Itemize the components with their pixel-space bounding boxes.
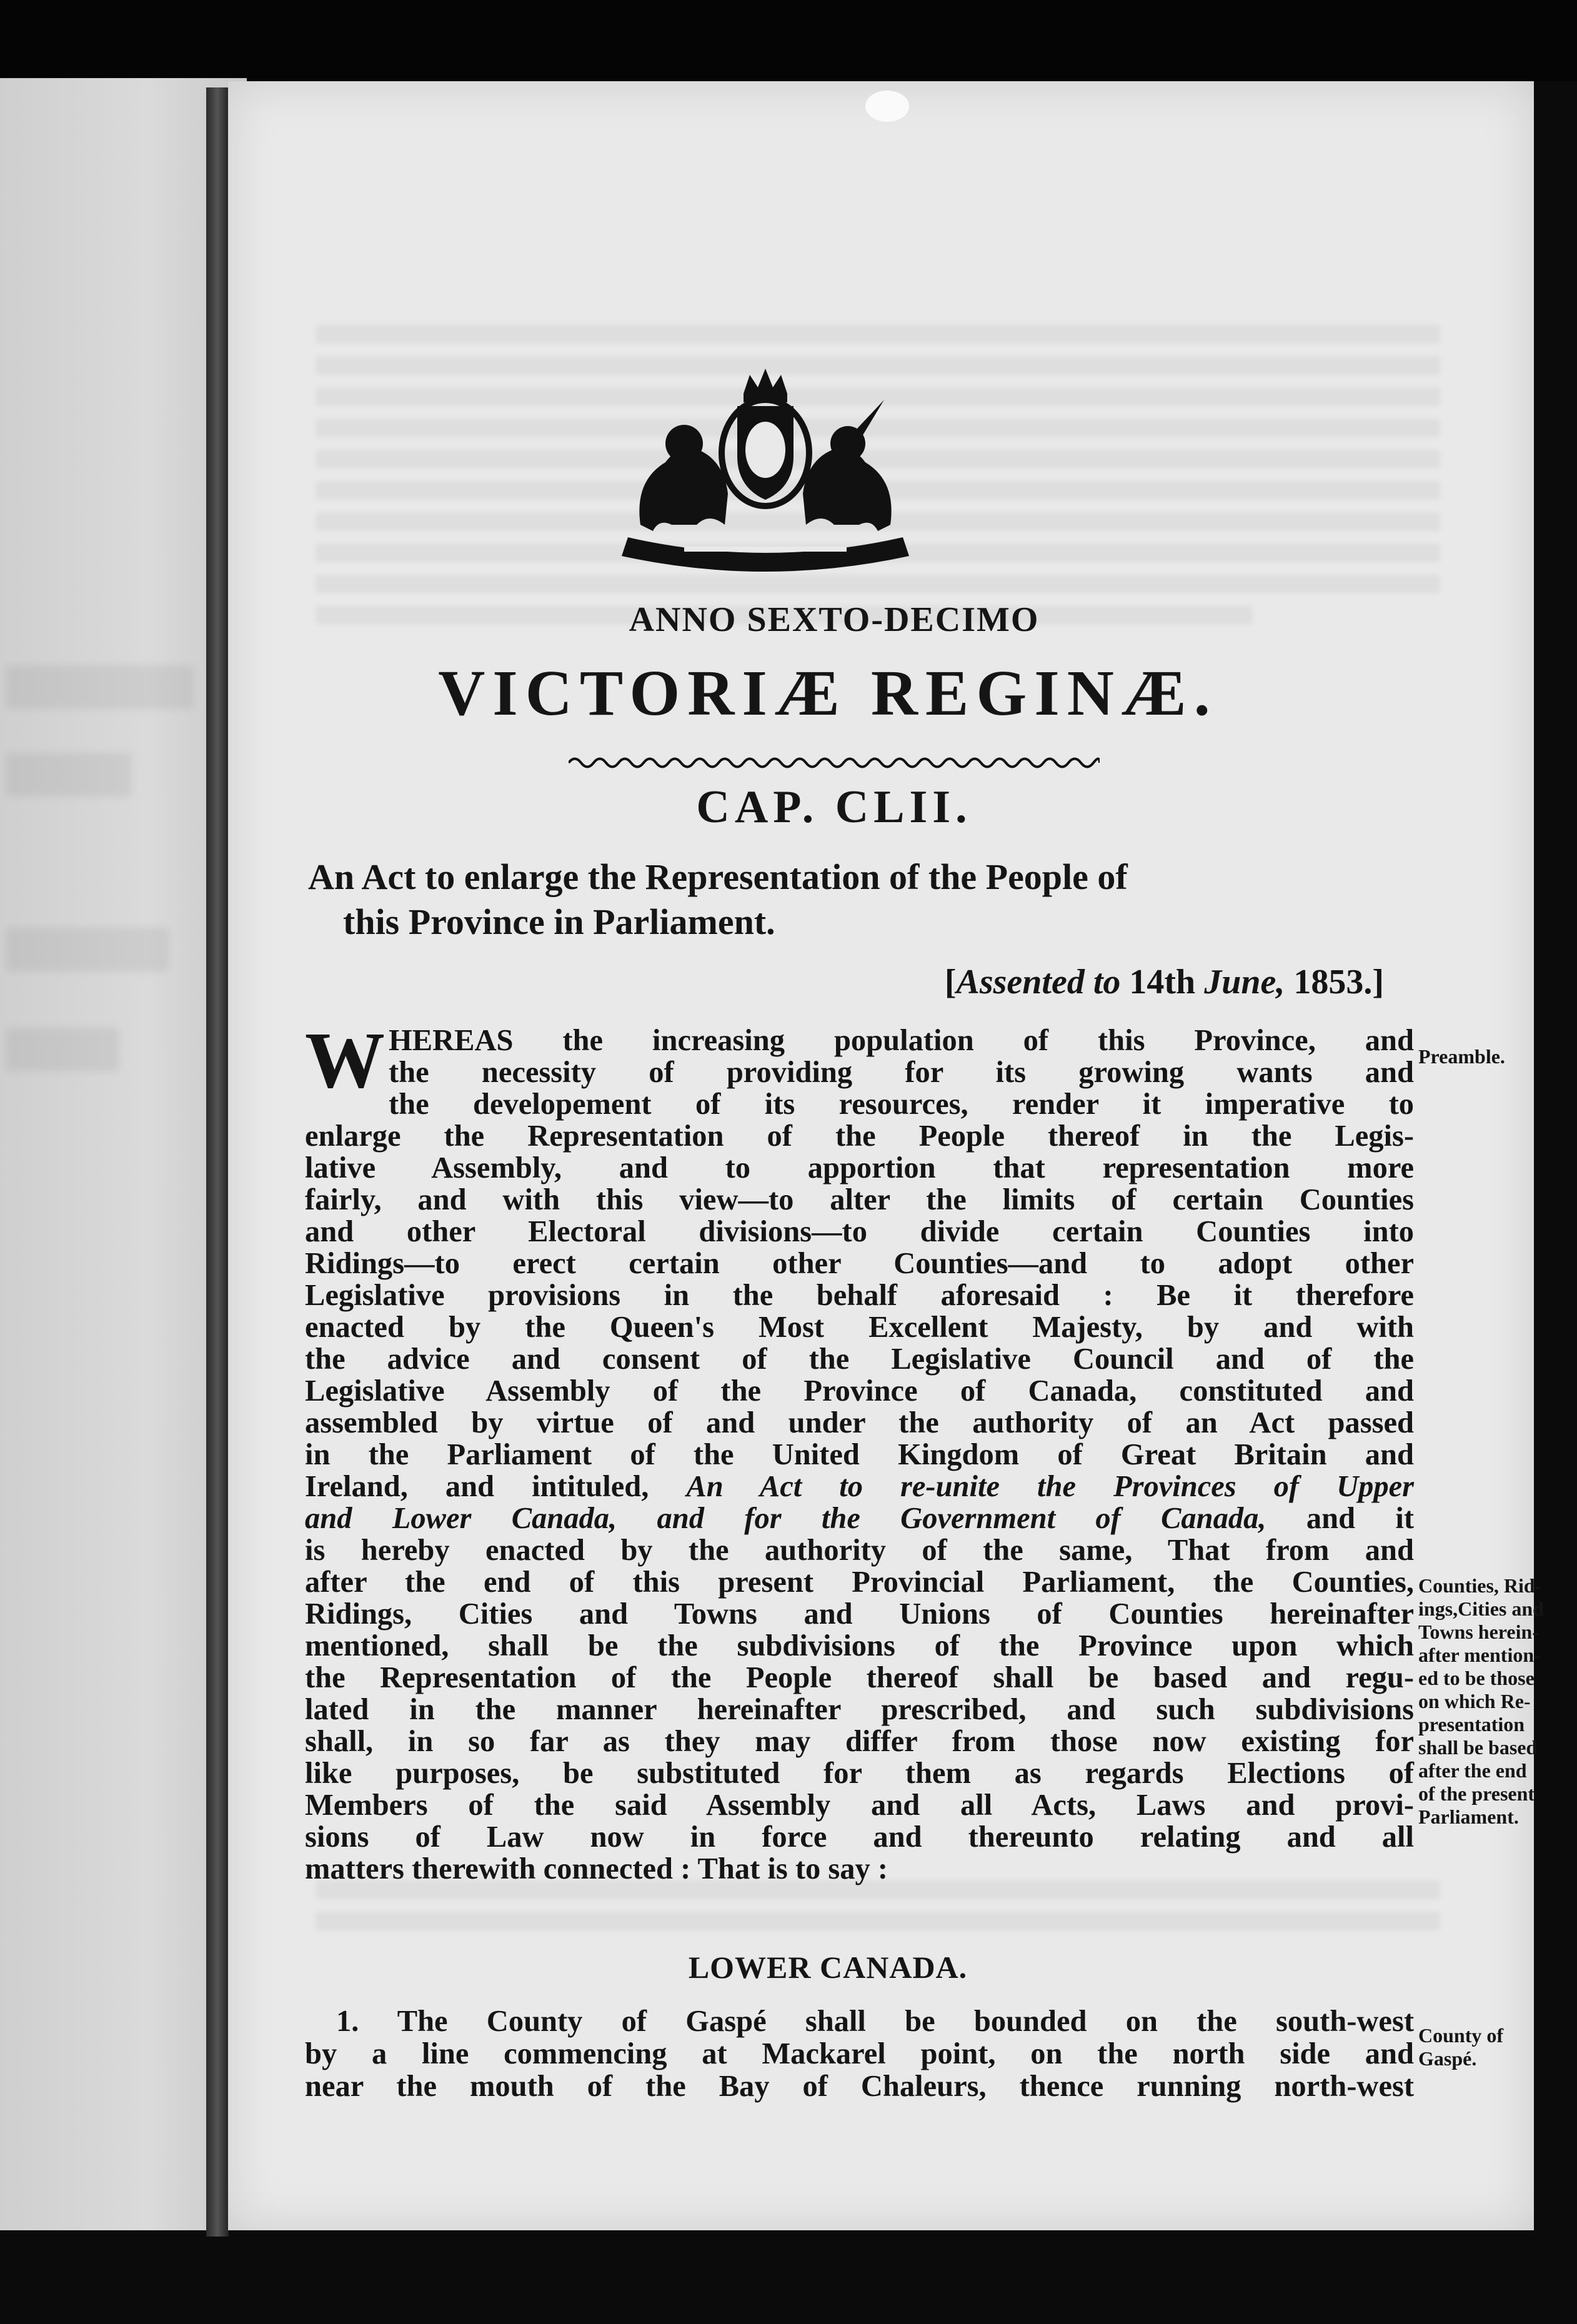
cited-act-title: An Act to re-unite the Provinces of Upper [686, 1470, 1415, 1503]
text-line: lative Assembly, and to apportion that representation more [305, 1151, 1414, 1184]
text-line: enlarge the Representation of the People thereof in the Legis- [305, 1120, 1414, 1153]
margin-note-line: after the end [1418, 1759, 1527, 1782]
text-line: like purposes, be substituted for them as regards Elections of [305, 1757, 1414, 1790]
preamble-text [305, 1016, 1415, 1885]
cited-act-title: and Lower Canada, and for the Government of Canada, [305, 1502, 1266, 1535]
text-line: the advice and consent of the Legislative Council and of the [305, 1343, 1414, 1376]
assent-year: 1853.] [1285, 963, 1384, 1001]
section-1-text [305, 2005, 1414, 2103]
section-heading: LOWER CANADA. [688, 1950, 968, 1985]
margin-note-line: Counties, Rid- [1418, 1574, 1542, 1597]
regnal-year-heading: ANNO SEXTO-DECIMO [629, 600, 1040, 639]
text-line: fairly, and with this view—to alter the limits of certain Counties [305, 1183, 1414, 1216]
text-line: the developement of its resources, render it imperative to [389, 1088, 1414, 1121]
scan-border-top [0, 0, 1577, 81]
margin-note-line: presentation [1418, 1713, 1525, 1736]
margin-note-gaspe [1418, 2024, 1568, 2070]
text-span: and it [1266, 1502, 1415, 1535]
act-title-line: this Province in Parliament. [343, 901, 775, 942]
margin-note-line: ed to be those [1418, 1667, 1535, 1689]
assent-label: Assented to [956, 963, 1121, 1001]
ornamental-rule [569, 755, 1100, 771]
margin-note-line: on which Re- [1418, 1690, 1531, 1712]
text-span: Ireland, and intituled, [305, 1470, 687, 1503]
margin-note-line: Towns herein- [1418, 1621, 1539, 1643]
margin-note-counties [1418, 1574, 1568, 1829]
text-line: 1. The County of Gaspé shall be bounded on the south-west [336, 2005, 1414, 2038]
book-spine [206, 87, 229, 2237]
text-line [305, 1502, 1414, 1534]
margin-note-preamble: Preamble. [1418, 1045, 1505, 1068]
royal-coat-of-arms-icon [615, 369, 915, 575]
chapter-heading: CAP. CLII. [696, 782, 972, 833]
text-line: and other Electoral divisions—to divide certain Counties into [305, 1215, 1414, 1248]
text-line: HEREAS the increasing population of this Province, and [389, 1024, 1414, 1057]
assent-day: 14th [1120, 963, 1205, 1001]
text-line: by a line commencing at Mackarel point, on the north side and [305, 2037, 1414, 2070]
margin-note-line: County of [1418, 2024, 1504, 2047]
text-line: after the end of this present Provincial Parliament, the Counties, [305, 1566, 1414, 1599]
margin-note-line: Gaspé. [1418, 2047, 1477, 2070]
margin-note-line: ings,Cities and [1418, 1597, 1544, 1620]
act-title-line: An Act to enlarge the Representation of the People of [308, 857, 1128, 897]
text-line: Members of the said Assembly and all Acts, Laws and provi- [305, 1789, 1414, 1822]
text-line: is hereby enacted by the authority of the same, That from and [305, 1534, 1414, 1567]
reign-heading: VICTORIÆ REGINÆ. [438, 657, 1218, 729]
margin-note-line: shall be based [1418, 1736, 1538, 1759]
text-line: Legislative Assembly of the Province of Canada, constituted and [305, 1374, 1414, 1408]
text-line: enacted by the Queen's Most Excellent Majesty, by and with [305, 1311, 1414, 1344]
text-line: assembled by virtue of and under the authority of an Act passed [305, 1406, 1414, 1439]
text-line: Ridings—to erect certain other Counties—and to adopt other [305, 1247, 1414, 1280]
assent-bracket: [ [944, 963, 957, 1001]
margin-note-line: of the present [1418, 1782, 1535, 1805]
text-line: the Representation of the People thereof shall be based and regu- [305, 1661, 1414, 1694]
text-line [305, 1471, 1414, 1502]
document-page [228, 81, 1544, 2230]
assent-month: June, [1204, 963, 1285, 1001]
margin-note-line: Parliament. [1418, 1805, 1519, 1828]
text-line: matters therewith connected : That is to say : [305, 1852, 888, 1885]
text-line: lated in the manner hereinafter prescribed, and such subdivisions [305, 1693, 1414, 1726]
text-line: near the mouth of the Bay of Chaleurs, thence running north-west [305, 2070, 1414, 2103]
text-line: Ridings, Cities and Towns and Unions of Counties hereinafter [305, 1597, 1414, 1631]
text-line: mentioned, shall be the subdivisions of the Province upon which [305, 1629, 1414, 1662]
drop-cap: W [305, 1016, 385, 1105]
margin-note-line: after mention- [1418, 1644, 1541, 1666]
act-title [308, 855, 1433, 945]
text-line: the necessity of providing for its growing wants and [389, 1056, 1414, 1089]
assent-date [728, 962, 1384, 1002]
text-line: Legislative provisions in the behalf aforesaid : Be it therefore [305, 1279, 1414, 1312]
text-line: in the Parliament of the United Kingdom of Great Britain and [305, 1438, 1414, 1471]
text-line: shall, in so far as they may differ from those now existing for [305, 1725, 1414, 1758]
text-line: sions of Law now in force and thereunto relating and all [305, 1820, 1414, 1854]
